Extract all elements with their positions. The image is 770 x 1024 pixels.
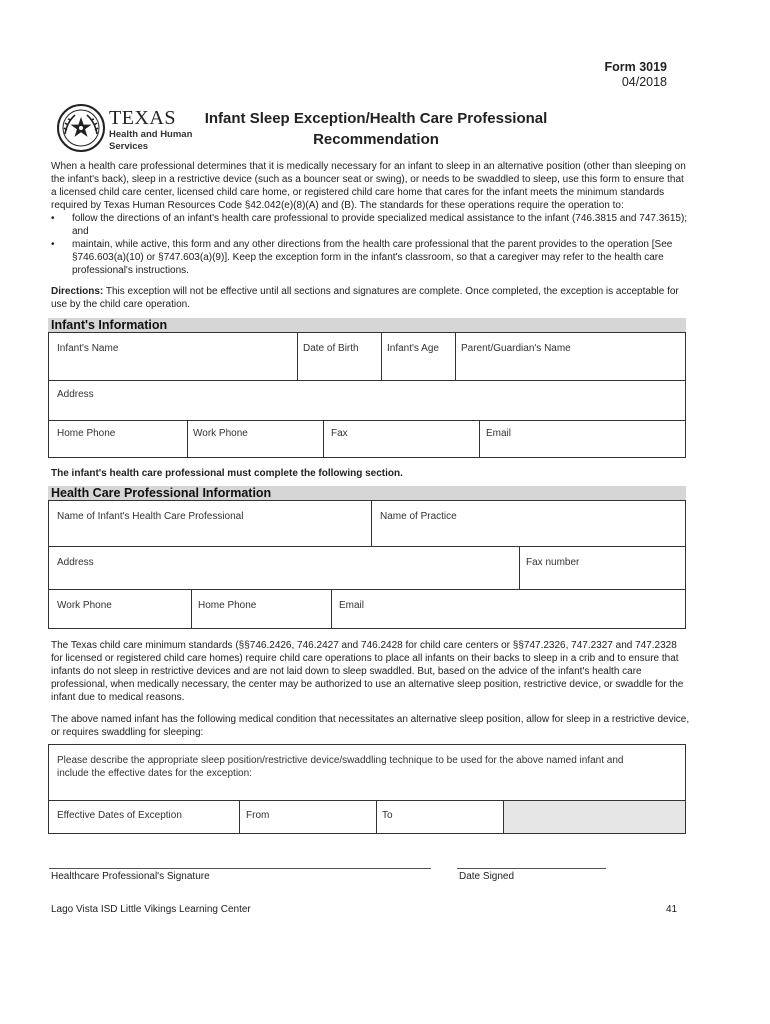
agency-wordmark <box>109 108 192 152</box>
email-label: Email <box>486 428 512 439</box>
describe-technique-field[interactable] <box>49 745 685 800</box>
page-title <box>190 108 562 150</box>
infant-work-phone-field[interactable] <box>187 420 323 457</box>
fax-label: Fax <box>331 428 348 439</box>
effective-dates-cell <box>49 800 239 833</box>
form-number-block <box>604 60 667 90</box>
hcp-name-label: Name of Infant's Health Care Professional <box>57 511 244 522</box>
hcp-info-table <box>48 500 686 629</box>
form-number: Form 3019 <box>604 60 667 74</box>
hcp-work-phone-field[interactable] <box>49 589 191 628</box>
intro-section <box>51 160 689 277</box>
directions-text: This exception will not be effective until all sections and signatures are complete. Once completed, the exception is acceptable for use by the child care operation. <box>51 286 679 310</box>
title-line-1: Infant Sleep Exception/Health Care Professional <box>204 110 548 127</box>
page-number: 41 <box>666 904 678 915</box>
infant-info-table <box>48 332 686 458</box>
hcp-email-field[interactable] <box>331 589 685 628</box>
infant-name-label: Infant's Name <box>57 343 119 354</box>
bullet-text-1: follow the directions of an infant's health care professional to provide specialized medical assistance to the infant (746.3815 and 747.3615); and <box>72 213 688 237</box>
date-signed-line[interactable] <box>457 868 606 869</box>
form-date: 04/2018 <box>621 75 667 89</box>
to-date-field[interactable] <box>376 800 503 833</box>
hcp-signature-label: Healthcare Professional's Signature <box>51 871 210 882</box>
agency-sub-1: Health and Human <box>109 129 193 140</box>
home-phone-label: Home Phone <box>57 428 116 439</box>
hcp-signature-line[interactable] <box>49 868 431 869</box>
shaded-cell <box>503 800 685 833</box>
agency-name: TEXAS <box>109 107 176 129</box>
date-signed-label: Date Signed <box>459 871 515 882</box>
intro-paragraph: When a health care professional determines that it is medically necessary for an infant to sleep in an alternative position (other than sleeping on the infant's back), sleep in a restrictive device (such as a bouncer seat or swing), or needs to be swaddled to sleep, use this form to ensure that a licensed child care center, licensed child care home, or registered child care home that cares for the infant meets the minimum standards required by Texas Human Resources Code §42.042(e)(8)(A) and (B). The standards for these operations require the operation to: <box>51 161 686 211</box>
describe-prompt: Please describe the appropriate sleep position/restrictive device/swaddling technique to be used for the above named infant and include the effective dates for the exception: <box>57 755 624 779</box>
list-item <box>51 238 689 277</box>
to-label: To <box>382 810 393 821</box>
work-phone-label: Work Phone <box>193 428 248 439</box>
effective-dates-label: Effective Dates of Exception <box>57 810 182 821</box>
agency-sub-2: Services <box>109 141 149 152</box>
hcp-name-field[interactable] <box>49 501 371 546</box>
list-item <box>51 212 689 238</box>
infant-name-field[interactable] <box>49 333 297 380</box>
hcp-instruction-note: The infant's health care professional must complete the following section. <box>51 468 403 479</box>
date-of-birth-label: Date of Birth <box>303 343 359 354</box>
guardian-name-label: Parent/Guardian's Name <box>461 343 571 354</box>
hcp-section-title: Health Care Professional Information <box>51 486 272 500</box>
fax-number-label: Fax number <box>526 557 580 568</box>
bullet-icon: • <box>51 239 55 250</box>
directions-label: Directions: <box>51 286 104 297</box>
texas-hhs-logo <box>57 104 197 156</box>
infant-fax-field[interactable] <box>323 420 479 457</box>
from-label: From <box>246 810 270 821</box>
practice-name-label: Name of Practice <box>380 511 457 522</box>
title-line-2: Recommendation <box>313 131 439 148</box>
from-date-field[interactable] <box>239 800 376 833</box>
footer-center-name: Lago Vista ISD Little Vikings Learning Center <box>51 904 251 915</box>
hcp-work-phone-label: Work Phone <box>57 600 112 611</box>
hcp-address-field[interactable] <box>49 546 519 589</box>
exception-table <box>48 744 686 834</box>
infant-email-field[interactable] <box>479 420 685 457</box>
infant-address-field[interactable] <box>49 380 685 420</box>
date-of-birth-field[interactable] <box>297 333 381 380</box>
condition-paragraph: The above named infant has the following medical condition that necessitates an alternative sleep position, allow for sleep in a restrictive device, or requires swaddling for sleeping: <box>51 714 690 738</box>
texas-seal-icon <box>57 104 105 152</box>
hcp-home-phone-label: Home Phone <box>198 600 257 611</box>
infant-age-field[interactable] <box>381 333 455 380</box>
hcp-address-label: Address <box>57 557 94 568</box>
standards-paragraph: The Texas child care minimum standards (§§746.2426, 746.2427 and 746.2428 for child care centers or §§747.2326, 747.2327 and 747.2328 for licensed or registered child care homes) require child care operations to place all infants on their backs to sleep in a crib and to ensure that infants do not sleep in restrictive devices and are not laid down to sleep swaddled. But, based on the advice of the infant's health care professional, when medically necessary, the center may be authorized to use an alternative sleep position, restrictive device, or swaddle for the infant due to medical reasons. <box>51 640 684 703</box>
bullet-text-2: maintain, while active, this form and any other directions from the health care professional that the parent provides to the operation [See §746.603(a)(10) or §747.603(a)(9)]. Keep the exception form in the infant's classroom, so that a caregiver may refer to the health care professional's instructions. <box>72 239 673 276</box>
guardian-name-field[interactable] <box>455 333 685 380</box>
infant-address-label: Address <box>57 389 94 400</box>
infant-home-phone-field[interactable] <box>49 420 187 457</box>
bullet-icon: • <box>51 213 55 224</box>
hcp-fax-field[interactable] <box>519 546 685 589</box>
hcp-email-label: Email <box>339 600 365 611</box>
directions <box>51 285 689 311</box>
practice-name-field[interactable] <box>371 501 685 546</box>
standards-list <box>51 212 689 277</box>
hcp-home-phone-field[interactable] <box>191 589 331 628</box>
infant-age-label: Infant's Age <box>387 343 439 354</box>
infant-section-title: Infant's Information <box>51 318 168 332</box>
